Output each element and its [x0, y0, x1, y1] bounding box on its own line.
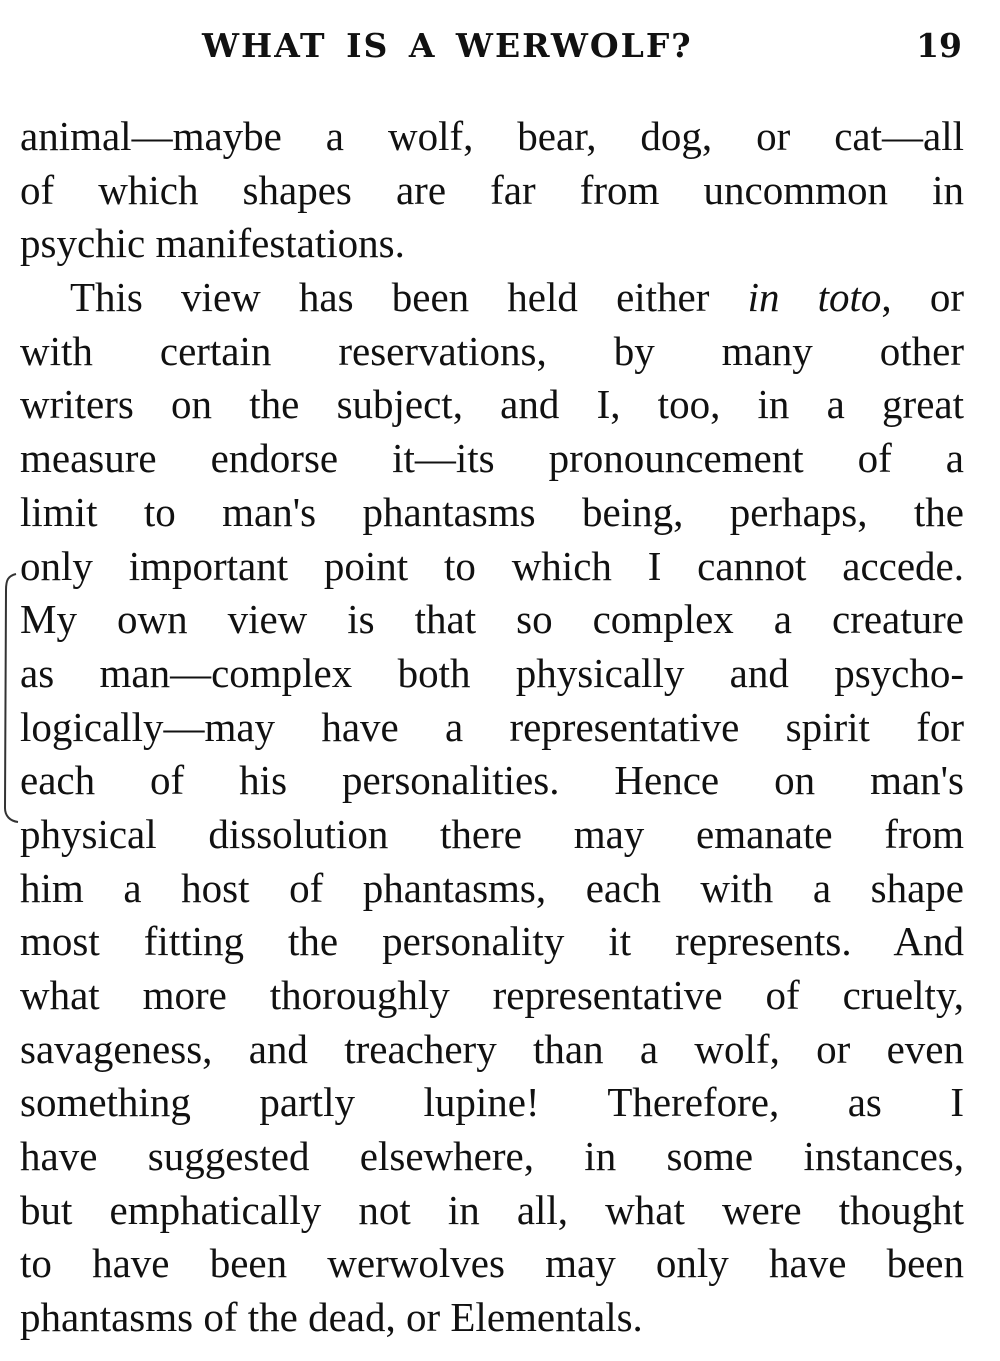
- text-line: psychic manifestations.: [20, 220, 405, 267]
- page-number: 19: [916, 26, 962, 65]
- text-line: most fitting the personality it represents. And: [20, 918, 964, 965]
- text-line: logically—may have a representative spirit for: [20, 703, 964, 750]
- text-line: him a host of phantasms, each with a shape: [20, 864, 964, 911]
- text-line: as man—complex both physically and psycho-: [20, 649, 964, 696]
- text-line: writers on the subject, and I, too, in a great: [20, 381, 964, 428]
- text-line: something partly lupine! Therefore, as I: [20, 1079, 964, 1126]
- running-title: WHAT IS A WERWOLF?: [202, 26, 693, 65]
- margin-bracket-mark: [2, 572, 20, 824]
- italic-phrase: in toto: [747, 274, 882, 321]
- text-line: savageness, and treachery than a wolf, or even: [20, 1025, 964, 1072]
- text-line: have suggested elsewhere, in some instances,: [20, 1133, 964, 1180]
- text-line: but emphatically not in all, what were thought: [20, 1186, 964, 1233]
- text-line: measure endorse it—its pronouncement of a: [20, 435, 964, 482]
- text-line: each of his personalities. Hence on man's: [20, 757, 964, 804]
- text-line: physical dissolution there may emanate from: [20, 810, 964, 857]
- text-line: animal—maybe a wolf, bear, dog, or cat—all: [20, 113, 964, 159]
- text-line: what more thoroughly representative of cruelty,: [20, 972, 964, 1018]
- text-line: only important point to which I cannot accede.: [20, 542, 964, 589]
- text-line: of which shapes are far from uncommon in: [20, 166, 964, 213]
- text-line: to have been werwolves may only have been: [20, 1240, 964, 1287]
- text-line: limit to man's phantasms being, perhaps, the: [20, 488, 964, 535]
- body-text: [20, 110, 964, 1345]
- text-line: with certain reservations, by many other: [20, 327, 964, 374]
- paragraph-first-line: [20, 271, 964, 325]
- text-span: , or: [881, 274, 964, 321]
- running-head: [0, 18, 1000, 78]
- text-span: This view has been held either: [70, 274, 748, 321]
- text-line: phantasms of the dead, or Elementals.: [20, 1294, 643, 1341]
- text-line: My own view is that so complex a creature: [20, 596, 964, 643]
